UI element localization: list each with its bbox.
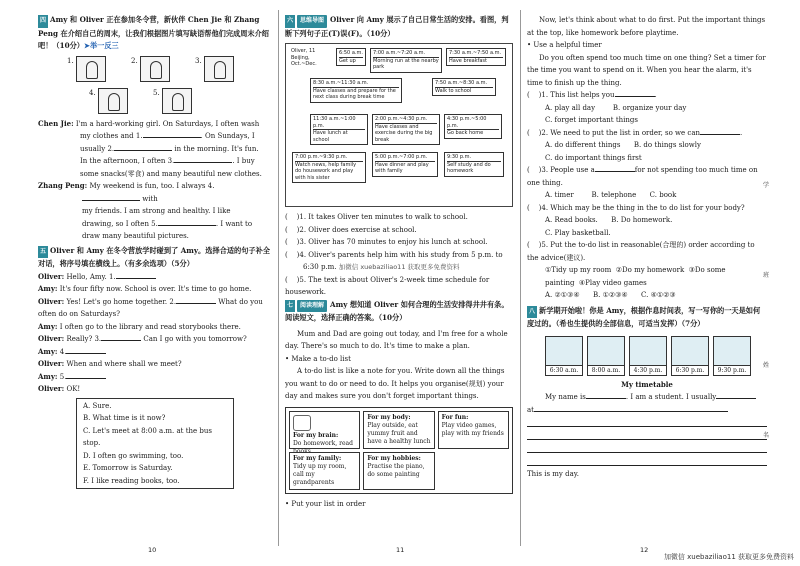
question-3: ( )3. People use a for not spending too much time on one thing. A. timer B. telephone C. book [527, 166, 758, 199]
picture-row [38, 56, 270, 114]
side-mark: 名 [763, 432, 770, 439]
section-seven-title: 七 阅读理解 Amy 想知道 Oliver 如何合理的生活安排得井井有条。阅读短文，选择正确的答案。（10分） [285, 299, 509, 322]
schedule-map [285, 43, 513, 207]
timetable-item: 4:30 p.m. [629, 336, 667, 376]
timetable-item: 9:30 p.m. [713, 336, 751, 376]
section-eight-title: 八 新学期开始啦！你是 Amy，根据作息时间表，写一写你的一天是如何度过的。（希也生提供的全部信息，可适当发挥）（7分） [527, 305, 761, 328]
zhang-peng-text: Zhang Peng: My weekend is fun, too. I always 4. with my friends. I am strong and healthy. I like drawing, so I often 5. . I want to draw many beautiful pictures. [38, 181, 253, 240]
dialogue-blank-5[interactable] [66, 371, 106, 379]
watermark-bottom: 加微信 xuebaziliao11 获取更多免费资料 [663, 553, 794, 561]
writing-rule[interactable] [527, 416, 767, 427]
answer-blank[interactable] [700, 127, 740, 135]
blank-3[interactable] [174, 155, 232, 163]
todo-cell: For my hobbies: Practise the piano, do some painting [363, 452, 434, 490]
usually-blank[interactable] [716, 391, 756, 399]
page-column-left [38, 14, 270, 489]
brain-icon [293, 415, 311, 431]
todo-list-grid [285, 407, 513, 494]
picture-3: 3. [204, 56, 234, 82]
blank-4[interactable] [82, 193, 140, 201]
side-mark: 学 [763, 182, 770, 189]
schedule-header: Oliver, 11 Beijing, Oct.~Dec. [289, 47, 333, 69]
watermark-inline: 加微信 xuebaziliao11 获取更多免费资料 [338, 263, 460, 271]
column-divider-left [278, 10, 279, 546]
answer-blank[interactable] [615, 89, 655, 97]
schedule-box: 7:30 a.m.~7:50 a.m. Have breakfast [446, 48, 506, 66]
writing-rule[interactable] [527, 429, 770, 440]
writing-rule[interactable] [527, 442, 767, 453]
picture-2: 2. [140, 56, 170, 82]
schedule-box: 9:30 p.m. Self study and do homework [444, 152, 504, 177]
writing-rule[interactable] [527, 455, 767, 466]
tf-item: ( )3. Oliver has 70 minutes to enjoy his lunch at school. [285, 238, 488, 246]
question-2: ( )2. We need to put the list in order, so we can . A. do different things B. do things slowly C. do important things first [527, 128, 743, 162]
todo-cell: For my body: Play outside, eat yummy fruit and have a healthy lunch [363, 411, 434, 449]
question-1: ( )1. This list helps you . A. play all day B. organize your day C. forget important things [527, 91, 687, 124]
timetable-item: 8:00 a.m. [587, 336, 625, 376]
closing-line: This is my day. [527, 470, 580, 478]
section-four-title: 四 Amy 和 Oliver 正在参加冬令营，新伙伴 Chen Jie 和 Zhang Peng 在介绍自己的周末，让我们根据图片填写缺语帮他们完成周末介绍吧！（10分）➤举一反三 [38, 15, 269, 50]
writing-line-2: at [527, 404, 767, 417]
blank-5[interactable] [158, 218, 216, 226]
schedule-box: 4:30 p.m.~5:00 p.m. Go back home [444, 114, 502, 139]
reading-para-3: Do you often spend too much time on one thing? Set a timer for the time you want to spend on it. When you hear the alarm, it's time to finish up the thing. [527, 53, 766, 87]
reading-bullet-1: • Make a to-do list [285, 354, 351, 363]
schedule-box: 5:00 p.m.~7:00 p.m. Have dinner and play with family [372, 152, 438, 177]
schedule-box: 7:00 p.m.~9:30 p.m. Watch news, help family do housework and play with his sister [292, 152, 366, 183]
name-blank[interactable] [586, 391, 626, 399]
schedule-box: 2:00 p.m.~4:30 p.m. Have classes and exercise during the big break [372, 114, 440, 145]
todo-cell: For my brain: Do homework, read books [289, 411, 360, 449]
chen-jie-text: Chen Jie: I'm a hard-working girl. On Saturdays, I often wash my clothes and 1. . On Sundays, I usually 2. in the morning. It's fun. In the afternoon, I often 3. . I buy some snacks(零食) and many beautiful new clothes. [38, 118, 262, 178]
tf-item: ( )2. Oliver does exercise at school. [285, 225, 417, 234]
reading-intro: Mum and Dad are going out today, and I'm free for a whole day. There's so much to do. It's time to make a plan. [285, 329, 508, 350]
section-five-title: 五 Oliver 和 Amy 在冬令营放学时碰到了 Amy。选择合适的句子补全对话，将序号填在横线上。（有多余选项）（5分） [38, 245, 270, 268]
schedule-box: 6:50 a.m. Get up [336, 48, 366, 66]
writing-line-1: My name is . I am a student. I usually [527, 391, 767, 404]
question-5: ( )5. Put the to-do list in reasonable(合理的) order according to the advice(建议). ①Tidy up my room ②Do my homework ③Do some painting ④Play video games A. ②①③④ B. ①②③④ C. ④①②③ [527, 241, 755, 299]
time-blank[interactable] [534, 404, 558, 412]
schedule-box: 8:30 a.m.~11:30 a.m. Have classes and prepare for the next class during break time [310, 78, 402, 103]
section-number: 四 [38, 15, 48, 28]
picture-1: 1. [76, 56, 106, 82]
side-mark: 姓 [763, 362, 770, 369]
schedule-box: 11:30 a.m.~1:00 p.m. Have lunch at school [310, 114, 368, 145]
schedule-box: 7:50 a.m.~8:30 a.m. Walk to school [432, 78, 496, 96]
true-false-list: ( )1. It takes Oliver ten minutes to walk to school. ( )2. Oliver does exercise at school. ( )3. Oliver has 70 minutes to enjoy his lunch at school. ( )4. Oliver's parents help him with his study from 5 p.m. to 6:30 p.m. 加微信 xuebaziliao11 获取更多免费资料 ( )5. The text is about Oliver's 2-week time schedule for housework. [285, 211, 513, 299]
page-column-right [527, 14, 770, 481]
timetable-item: 6:30 a.m. [545, 336, 583, 376]
page-number-right: 12 [640, 546, 649, 554]
answer-blank[interactable] [595, 164, 635, 172]
tf-item: ( )4. Oliver's parents help him with his study from 5 p.m. to [285, 250, 503, 259]
dialogue: Oliver: Hello, Amy. 1. Amy: It's four fifty now. School is over. It's time to go home. Oliver: Yes! Let's go home together. 2. What do you often do on Saturdays? Amy: I often go to the library and read storybooks there. Oliver: Really? 3. Can I go with you tomorrow? Amy: 4. Oliver: When and where shall we meet? Amy: 5. Oliver: OK! [38, 271, 263, 393]
reading-bullet-3: • Use a helpful timer [527, 41, 602, 49]
writing-blank[interactable] [558, 404, 728, 412]
tf-item: ( )5. The text is about Oliver's 2-week time schedule for housework. [285, 275, 490, 296]
schedule-box: 7:00 a.m.~7:20 a.m. Morning run at the nearby park [370, 48, 442, 73]
todo-cell: For my family: Tidy up my room, call my grandparents [289, 452, 360, 490]
dialogue-blank-1[interactable] [116, 271, 156, 279]
side-mark: 班 [763, 272, 770, 279]
reading-bullet-2: • Put your list in order [285, 499, 366, 508]
todo-cell: For fun: Play video games, play with my friends [438, 411, 509, 449]
blank-1[interactable] [143, 130, 201, 138]
question-4: ( )4. Which may be the thing in the to do list for your body? A. Read books. B. Do homework. C. Play basketball. [527, 203, 745, 237]
picture-4: 4. [98, 88, 128, 114]
timetable-item: 6:30 p.m. [671, 336, 709, 376]
reading-para-2: Now, let's think about what to do first. Put the important things at the top, like homework before playtime. [527, 16, 766, 37]
page-column-middle [285, 14, 513, 510]
timetable-pictures [527, 336, 770, 376]
column-divider-right [520, 10, 521, 546]
page-number-left: 10 [148, 546, 157, 554]
picture-5: 5. [162, 88, 192, 114]
dialogue-blank-4[interactable] [66, 346, 106, 354]
dialogue-blank-3[interactable] [101, 333, 141, 341]
reading-para-1: A to-do list is like a note for you. Write down all the things you want to do or need to do. It helps you organise(规划) your day and makes sure you don't forget important things. [285, 367, 505, 400]
tf-item: ( )1. It takes Oliver ten minutes to walk to school. [285, 213, 468, 221]
options-box: A. Sure. B. What time is it now? C. Let's meet at 8:00 a.m. at the bus stop. D. I often go swimming, too. E. Tomorrow is Saturday. F. I like reading books, too. [76, 398, 234, 490]
page-number-middle: 11 [396, 546, 405, 554]
dialogue-blank-2[interactable] [176, 296, 216, 304]
timetable-title: My timetable [621, 379, 673, 389]
section-six-title: 六 思维导图 Oliver 向 Amy 展示了自己日常生活的安排。看图，判断下列句子正(T)误(F)。（10分） [285, 15, 509, 38]
blank-2[interactable] [114, 143, 172, 151]
